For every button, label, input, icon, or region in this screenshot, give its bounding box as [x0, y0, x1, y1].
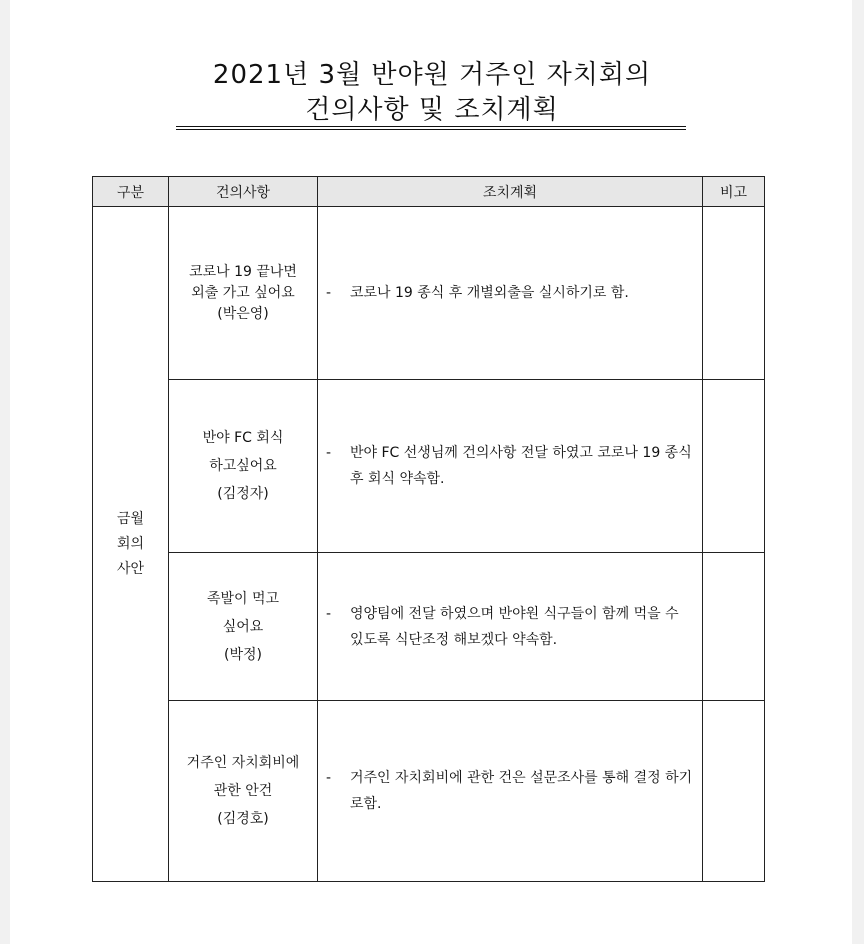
suggestion-line: 하고싶어요: [209, 458, 277, 474]
category-line: 금월: [116, 510, 145, 527]
action-cell: [318, 380, 703, 553]
suggestion-cell: [169, 701, 318, 882]
action-cell: [318, 207, 703, 380]
bullet-dash: -: [326, 285, 332, 301]
suggestion-line: 족발이 먹고: [206, 590, 280, 607]
category-line: 사안: [116, 560, 145, 577]
table-row: [93, 553, 765, 701]
table-header-row: [93, 177, 765, 207]
suggestion-author: (김정자): [217, 486, 269, 502]
document-title: 2021년 3월 반야원 거주인 자치회의: [212, 60, 652, 90]
action-text: 거주인 자치회비에 관한 건은 설문조사를 통해 결정 하기로함.: [350, 770, 693, 812]
bullet-dash: -: [326, 605, 332, 622]
action-text: 영양팀에 전달 하였으며 반야원 식구들이 함께 먹을 수 있도록 식단조정 해보겠다 약속함.: [350, 605, 679, 648]
action-text: 코로나 19 종식 후 개별외출을 실시하기로 함.: [350, 285, 629, 301]
table-row: [93, 701, 765, 882]
suggestion-cell: [169, 207, 318, 380]
document-subtitle: 건의사항 및 조치계획: [305, 95, 559, 125]
suggestion-line: 거주인 자치회비에: [186, 755, 300, 771]
note-cell: [703, 701, 765, 882]
suggestion-author: (박정): [224, 646, 262, 663]
action-cell: [318, 701, 703, 882]
category-cell: [93, 207, 169, 882]
action-cell: [318, 553, 703, 701]
header-category: 구분: [93, 177, 169, 207]
suggestion-cell: [169, 553, 318, 701]
note-cell: [703, 553, 765, 701]
suggestion-line: 싶어요: [222, 618, 264, 635]
header-action: 조치계획: [318, 177, 703, 207]
bullet-dash: -: [326, 770, 332, 786]
note-cell: [703, 207, 765, 380]
suggestion-line: 코로나 19 끝나면: [189, 263, 297, 280]
suggestion-line: 외출 가고 싶어요: [191, 284, 295, 301]
header-suggestion: 건의사항: [169, 177, 318, 207]
suggestion-line: 관한 안건: [213, 783, 273, 799]
suggestion-table: [92, 176, 765, 882]
title-underline-double: [176, 129, 686, 130]
suggestion-author: (박은영): [217, 305, 269, 322]
table-row: [93, 380, 765, 553]
table-row: [93, 207, 765, 380]
note-cell: [703, 380, 765, 553]
bullet-dash: -: [326, 445, 332, 461]
title-underline: [176, 126, 686, 127]
suggestion-author: (김경호): [217, 811, 269, 827]
category-line: 회의: [116, 535, 145, 552]
header-note: 비고: [703, 177, 765, 207]
action-text: 반야 FC 선생님께 건의사항 전달 하였고 코로나 19 종식후 회식 약속함.: [350, 445, 692, 487]
suggestion-line: 반야 FC 회식: [202, 430, 284, 446]
suggestion-cell: [169, 380, 318, 553]
